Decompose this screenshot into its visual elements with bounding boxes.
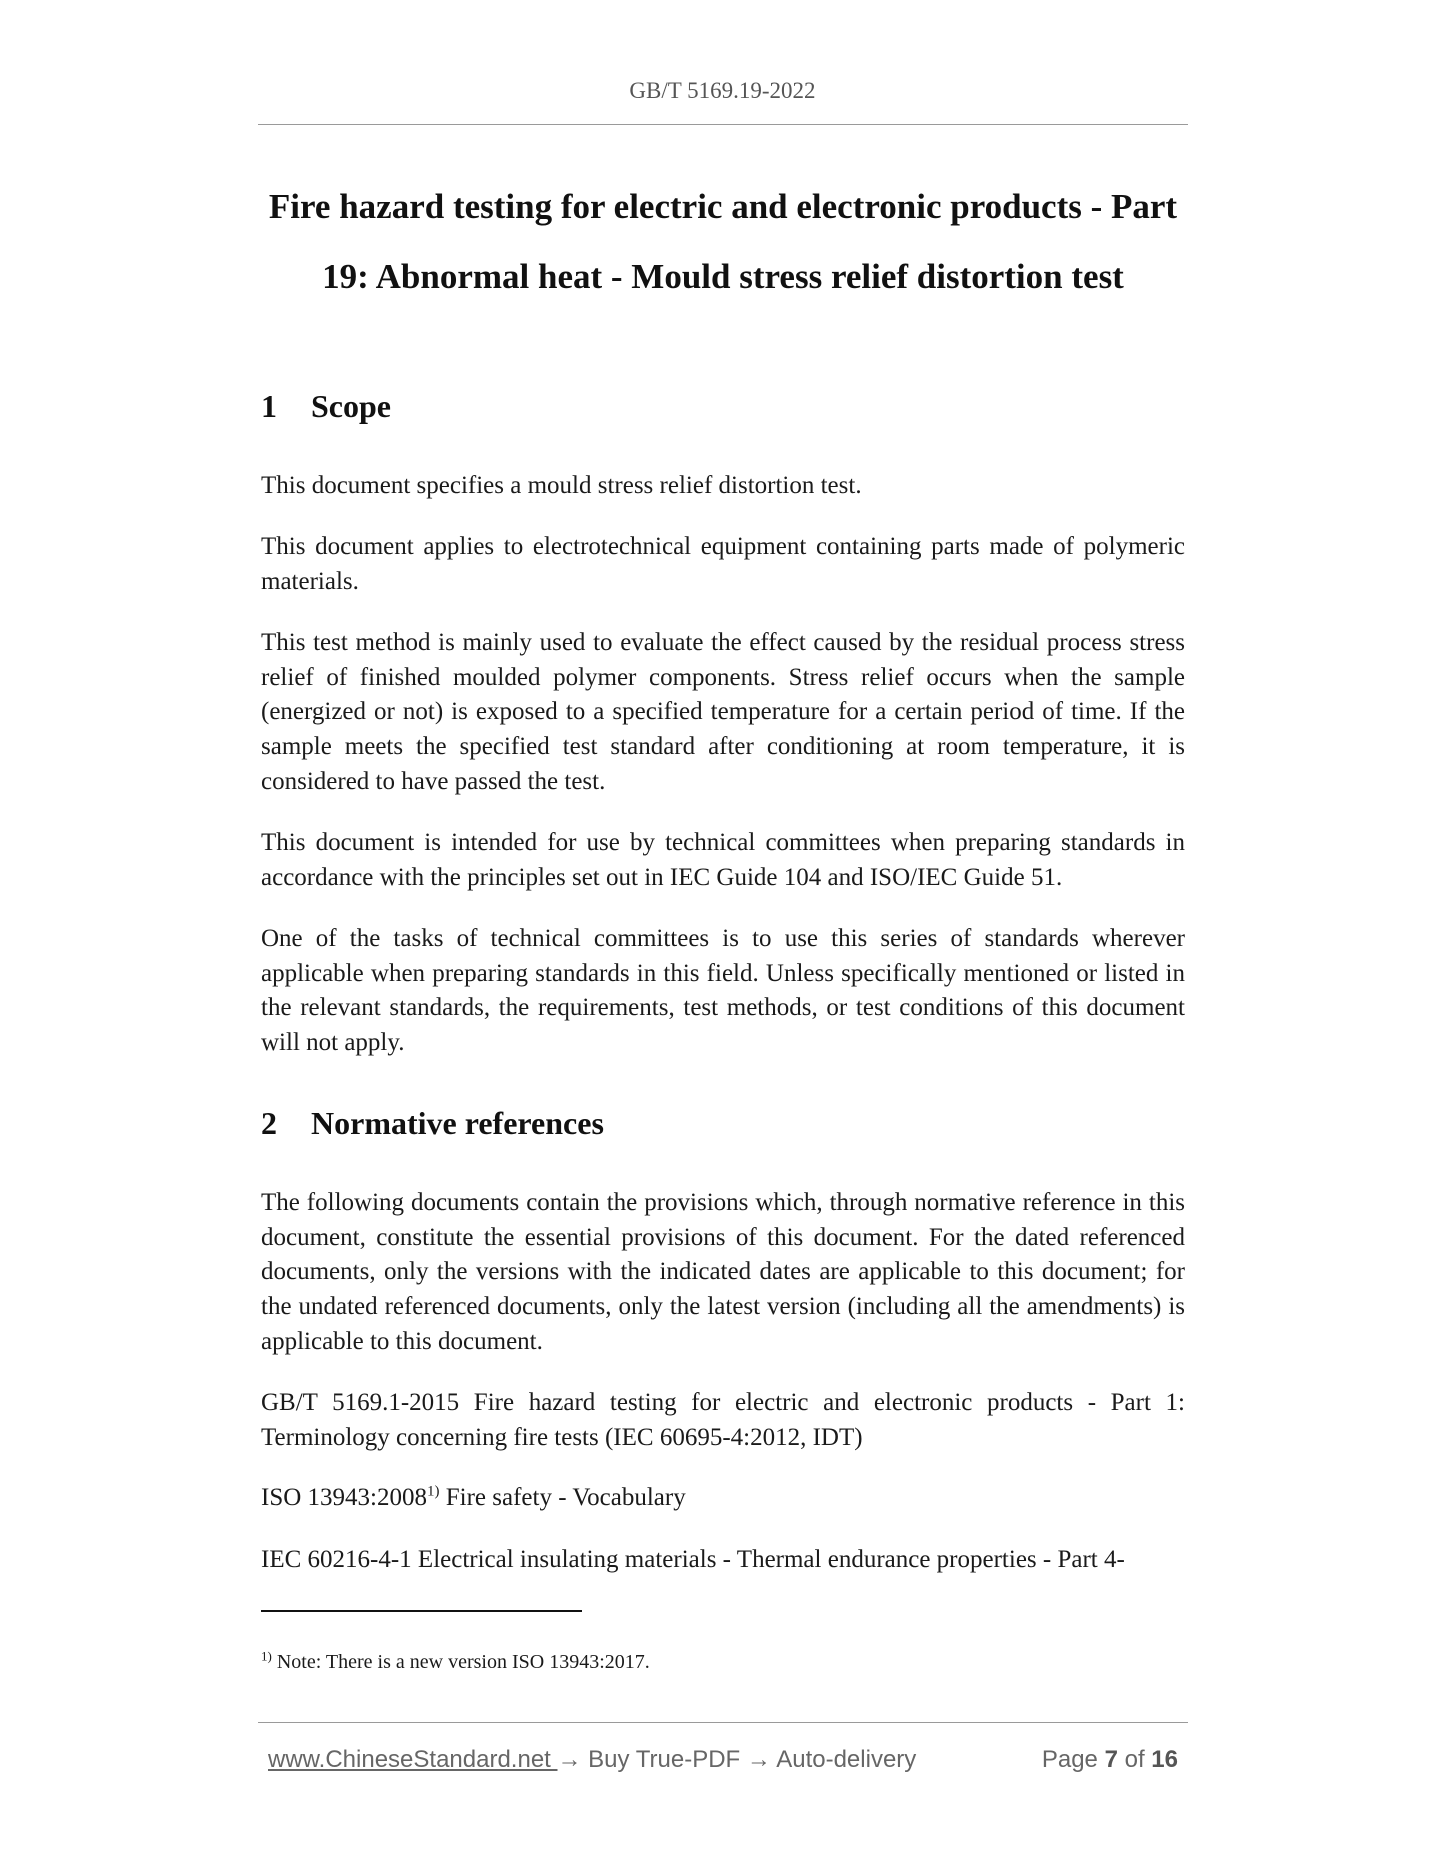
page-footer xyxy=(268,1746,1178,1776)
section-number: 1 xyxy=(261,388,277,424)
reference-item: GB/T 5169.1-2015 Fire hazard testing for electric and electronic products - Part 1: Terminology concerning fire tests (IEC 60695-4:2012, IDT) xyxy=(261,1389,1185,1451)
section-title: Normative references xyxy=(311,1105,604,1141)
scope-paragraph-2: This document applies to electrotechnical equipment containing parts made of polymeric materials. xyxy=(261,533,1185,595)
footnote-mark: 1) xyxy=(261,1648,272,1664)
footnote xyxy=(261,1648,650,1674)
scope-paragraph-1: This document specifies a mould stress relief distortion test. xyxy=(261,472,862,499)
page-indicator xyxy=(1042,1746,1178,1774)
page-total: 16 xyxy=(1151,1746,1178,1773)
header-divider xyxy=(258,124,1188,125)
page-current: 7 xyxy=(1104,1746,1118,1773)
section-heading-scope xyxy=(261,388,391,425)
footnote-divider xyxy=(261,1610,582,1612)
footer-left xyxy=(268,1746,916,1774)
references-intro: The following documents contain the provisions which, through normative reference in this document, constitute the essential provisions of this document. For the dated referenced documents, only the versions with the indicated dates are applicable to this document; for the undated referenced documents, only the latest version (including all the amendments) is applicable to this document. xyxy=(261,1189,1185,1355)
footer-divider xyxy=(258,1722,1188,1723)
footnote-marker: 1) xyxy=(426,1483,440,1500)
scope-paragraph-5: One of the tasks of technical committees is to use this series of standards wherever applicable when preparing standards in this field. Unless specifically mentioned or listed in the relevant standards, the requirements, test methods, or test conditions of this document will not apply. xyxy=(261,925,1185,1057)
footnote-text: Note: There is a new version ISO 13943:2017. xyxy=(271,1651,650,1673)
section-heading-normative-references xyxy=(261,1105,604,1142)
site-link[interactable]: www.ChineseStandard.net xyxy=(268,1746,558,1773)
page-label: Page xyxy=(1041,1746,1098,1773)
reference-item: IEC 60216-4-1 Electrical insulating materials - Thermal endurance properties - Part 4- xyxy=(261,1546,1125,1573)
section-number: 2 xyxy=(261,1105,277,1141)
reference-item xyxy=(261,1481,1185,1516)
reference-code: ISO 13943:2008 xyxy=(261,1484,427,1511)
title-line-1: Fire hazard testing for electric and electronic products - Part xyxy=(268,187,1178,226)
scope-paragraph-4: This document is intended for use by technical committees when preparing standards in accordance with the principles set out in IEC Guide 104 and ISO/IEC Guide 51. xyxy=(261,829,1185,891)
footer-tagline: → Buy True-PDF → Auto-delivery xyxy=(557,1746,917,1773)
section-title: Scope xyxy=(311,388,391,424)
scope-paragraph-3: This test method is mainly used to evaluate the effect caused by the residual process stress relief of finished moulded polymer components. Stress relief occurs when the sample (energized or not) is exposed to a specified temperature for a certain period of time. If the sample meets the specified test standard after conditioning at room temperature, it is considered to have passed the test. xyxy=(261,629,1185,795)
title-line-2: 19: Abnormal heat - Mould stress relief distortion test xyxy=(322,257,1124,296)
reference-title: Fire safety - Vocabulary xyxy=(439,1484,686,1511)
document-code-header: GB/T 5169.19-2022 xyxy=(629,78,816,103)
of-label: of xyxy=(1124,1746,1145,1773)
document-title xyxy=(258,172,1188,312)
